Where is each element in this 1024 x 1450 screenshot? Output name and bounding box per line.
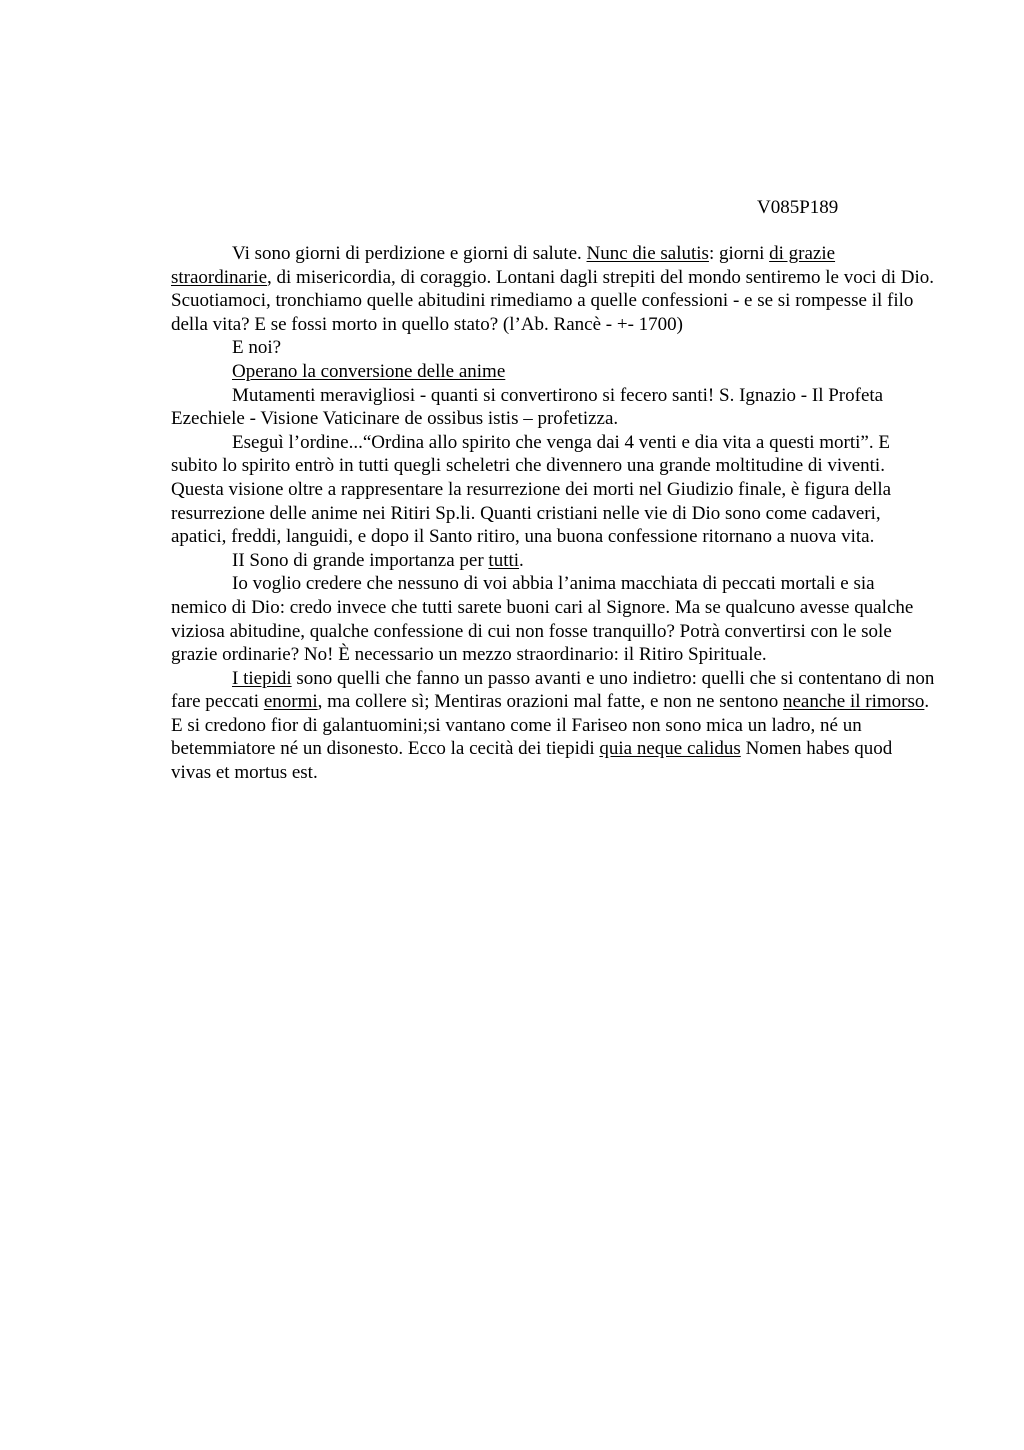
text-segment: . E si credono fior di galantuomini;si vantano come il Fariseo non sono mica un ladro, né un betemmiatore né un disonesto. Ecco la cecità dei tiepidi [171, 691, 930, 760]
text-segment: E noi? [232, 337, 282, 359]
text-segment: : giorni [708, 243, 770, 264]
text-segment: Mutamenti meravigliosi - quanti si convertirono si fecero santi! S. Ignazio - Il Profeta Ezechiele - Visione Vaticinare de ossibus istis – profetizza. [171, 384, 884, 430]
text-segment: sono quelli che fanno un passo avanti e uno indietro: quelli che si contentano di non fare peccati [171, 667, 935, 713]
paragraph [171, 431, 935, 549]
paragraph [171, 242, 935, 336]
text-segment: Nomen habes quod vivas et mortus est. [171, 738, 893, 784]
paragraph [171, 572, 935, 666]
text-segment: , ma collere sì; Mentiras orazioni mal fatte, e non ne sentono [317, 691, 783, 713]
underlined-phrase: quia neque calidus [599, 738, 741, 760]
underlined-phrase: enormi [263, 691, 318, 713]
underlined-phrase: neanche il rimorso [783, 691, 925, 713]
underlined-phrase: tutti [488, 549, 520, 571]
paragraph [171, 384, 935, 431]
paragraph [171, 667, 935, 785]
paragraph [171, 336, 935, 360]
page-code: V085P189 [757, 197, 839, 218]
text-segment: Io voglio credere che nessuno di voi abbia l’anima macchiata di peccati mortali e sia nemico di Dio: credo invece che tutti sarete buoni cari al Signore. Ma se qualcuno avesse qualche viziosa abitudine, qualche confessione di cui non fosse tranquillo? Potrà convertirsi con le sole grazie ordinarie? No! È necessario un mezzo straordinario: il Ritiro Spirituale. [171, 573, 914, 666]
text-segment: Vi sono giorni di perdizione e giorni di salute. [232, 243, 587, 264]
underlined-phrase: Nunc die salutis [586, 243, 709, 264]
underlined-phrase: I tiepidi [232, 667, 292, 689]
document-body [171, 242, 935, 785]
underlined-phrase: Operano la conversione delle anime [232, 360, 506, 382]
section-heading [171, 549, 935, 573]
text-segment: II Sono di grande importanza per [232, 549, 489, 571]
section-heading [171, 360, 935, 384]
text-segment: . [519, 549, 524, 571]
text-segment: Eseguì l’ordine...“Ordina allo spirito che venga dai 4 venti e dia vita a questi morti”. E subito lo spirito entrò in tutti quegli scheletri che divennero una grande moltitudine di viventi. Questa visione oltre a rappresentare la resurrezione dei morti nel Giudizio finale, è figura della resurrezione delle anime nei Ritiri Sp.li. Quanti cristiani nelle vie di Dio sono come cadaveri, apatici, freddi, languidi, e dopo il Santo ritiro, una buona confessione ritornano a nuova vita. [171, 431, 892, 548]
text-segment: , di misericordia, di coraggio. Lontani dagli strepiti del mondo sentiremo le voci di Dio. Scuotiamoci, tronchiamo quelle abitudini rimediamo a quelle confessioni - e se si rompesse il filo della vita? E se fossi morto in quello stato? (l’Ab. Rancè - +- 1700) [171, 266, 934, 335]
underlined-phrase: di grazie straordinarie [171, 243, 836, 288]
